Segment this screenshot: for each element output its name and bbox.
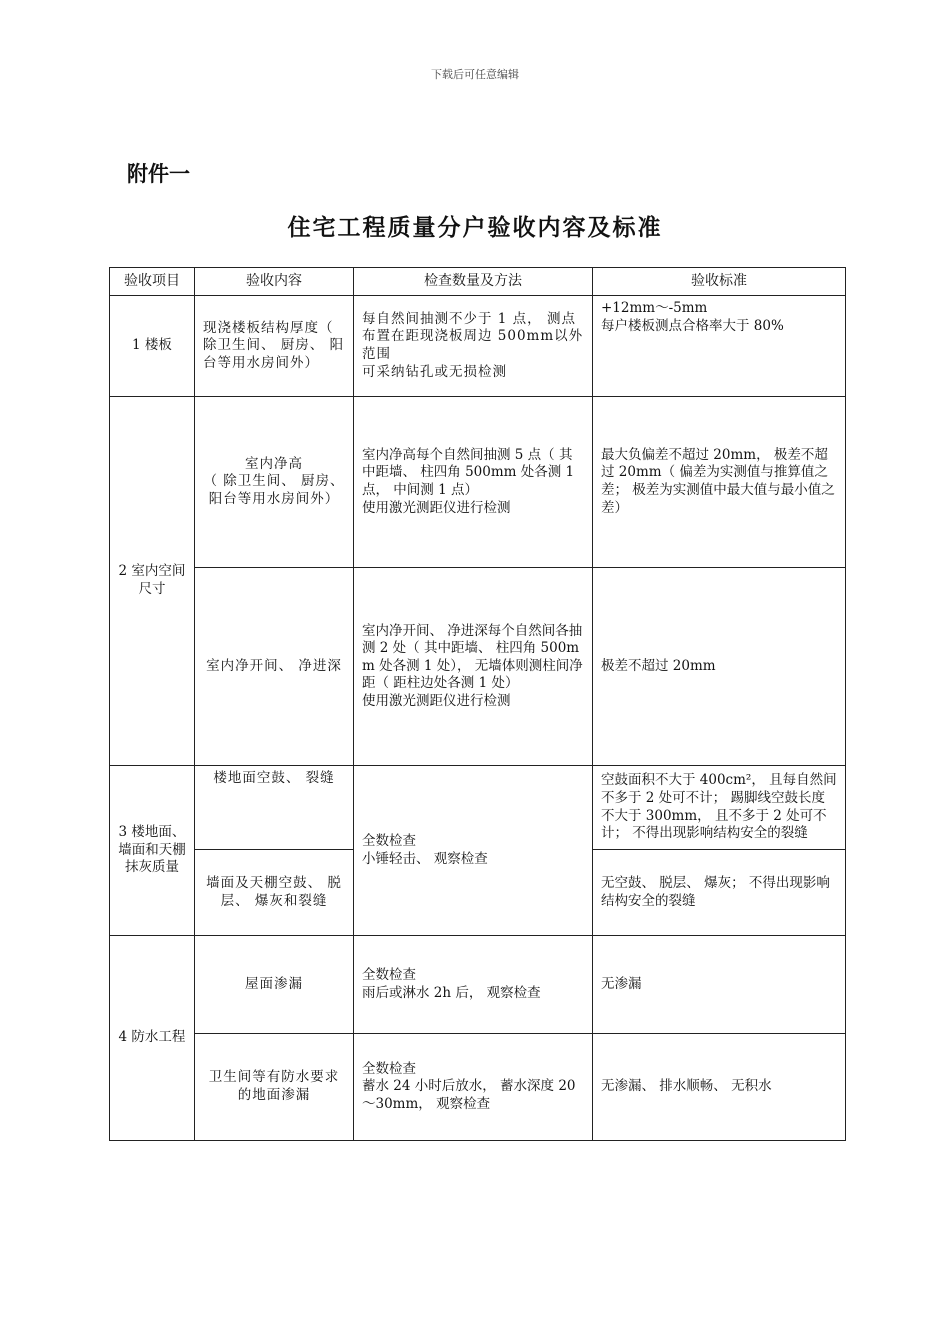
content-line: 室内净高 [245, 455, 303, 472]
table-header-row [110, 268, 846, 296]
page-header-note: 下载后可任意编辑 [431, 68, 519, 81]
attachment-label: 附件一 [127, 162, 190, 186]
content-net-height [195, 397, 354, 568]
content-floor-hollowing: 楼地面空鼓、 裂缝 [195, 766, 354, 850]
content-line: （ 除卫生间、 厨房、 阳台等用水房间外） [203, 473, 345, 507]
table-row [110, 1034, 846, 1141]
method-line: 室内净开间、 净进深每个自然间各抽测 2 处（ 其中距墙、 柱四角 500mm 处各测 1 处）， 无墙体则测柱间净距（ 距柱边处各测 1 处） [362, 622, 583, 692]
item-waterproofing: 4 防水工程 [110, 936, 195, 1141]
standard-floor-hollowing: 空鼓面积不大于 400cm²， 且每自然间不多于 2 处可不计； 踢脚线空鼓长度不大于 300mm， 且不多于 2 处可不计； 不得出现影响结构安全的裂缝 [593, 766, 846, 850]
standard-wall-ceiling: 无空鼓、 脱层、 爆灰； 不得出现影响结构安全的裂缝 [593, 850, 846, 936]
header-method: 检查数量及方法 [354, 268, 593, 296]
header-standard: 验收标准 [593, 268, 846, 296]
method-line: 使用激光测距仪进行检测 [362, 499, 511, 516]
acceptance-table [109, 267, 846, 1141]
item-floor-slab: 1 楼板 [110, 296, 195, 397]
standard-roof-leakage: 无渗漏 [593, 936, 846, 1034]
header-content: 验收内容 [195, 268, 354, 296]
standard-slab [593, 296, 846, 397]
content-net-bay-depth: 室内净开间、 净进深 [195, 568, 354, 766]
method-line: 雨后或淋水 2h 后， 观察检查 [362, 984, 541, 1001]
content-wall-ceiling-hollowing: 墙面及天棚空鼓、 脱层、 爆灰和裂缝 [195, 850, 354, 936]
method-line: 全数检查 [362, 1060, 416, 1077]
method-line: 使用激光测距仪进行检测 [362, 692, 511, 709]
item-room-dimensions: 2 室内空间尺寸 [110, 397, 195, 766]
method-plaster [354, 766, 593, 936]
table-row [110, 397, 846, 568]
content-bathroom-leakage: 卫生间等有防水要求的地面渗漏 [195, 1034, 354, 1141]
method-bathroom-leakage [354, 1034, 593, 1141]
document-title: 住宅工程质量分户验收内容及标准 [287, 215, 663, 241]
content-roof-leakage: 屋面渗漏 [195, 936, 354, 1034]
content-slab-thickness: 现浇楼板结构厚度（ 除卫生间、 厨房、 阳台等用水房间外） [195, 296, 354, 397]
standard-net-bay-depth: 极差不超过 20mm [593, 568, 846, 766]
method-net-height [354, 397, 593, 568]
header-item: 验收项目 [110, 268, 195, 296]
standard-line: 每户楼板测点合格率大于 80% [601, 317, 784, 334]
standard-net-height: 最大负偏差不超过 20mm， 极差不超过 20mm（ 偏差为实测值与推算值之差； 极差为实测值中最大值与最小值之差） [593, 397, 846, 568]
method-line: 蓄水 24 小时后放水， 蓄水深度 20～30mm， 观察检查 [362, 1078, 576, 1112]
method-line: 每自然间抽测不少于 1 点， 测点布置在距现浇板周边 500mm以外范围 [362, 310, 584, 362]
method-line: 全数检查 [362, 966, 416, 983]
method-line: 可采纳钻孔或无损检测 [362, 363, 507, 380]
table-row [110, 936, 846, 1034]
table-row [110, 766, 846, 850]
standard-bathroom-leakage: 无渗漏、 排水顺畅、 无积水 [593, 1034, 846, 1141]
item-plaster-quality: 3 楼地面、 墙面和天棚抹灰质量 [110, 766, 195, 936]
method-line: 小锤轻击、 观察检查 [362, 850, 488, 867]
method-net-bay-depth [354, 568, 593, 766]
method-line: 全数检查 [362, 832, 416, 849]
method-line: 室内净高每个自然间抽测 5 点（ 其中距墙、 柱四角 500mm 处各测 1 点， 中间测 1 点） [362, 446, 575, 498]
table-row [110, 296, 846, 397]
method-slab [354, 296, 593, 397]
standard-line: +12mm～-5mm [601, 300, 708, 316]
method-roof-leakage [354, 936, 593, 1034]
table-row [110, 568, 846, 766]
